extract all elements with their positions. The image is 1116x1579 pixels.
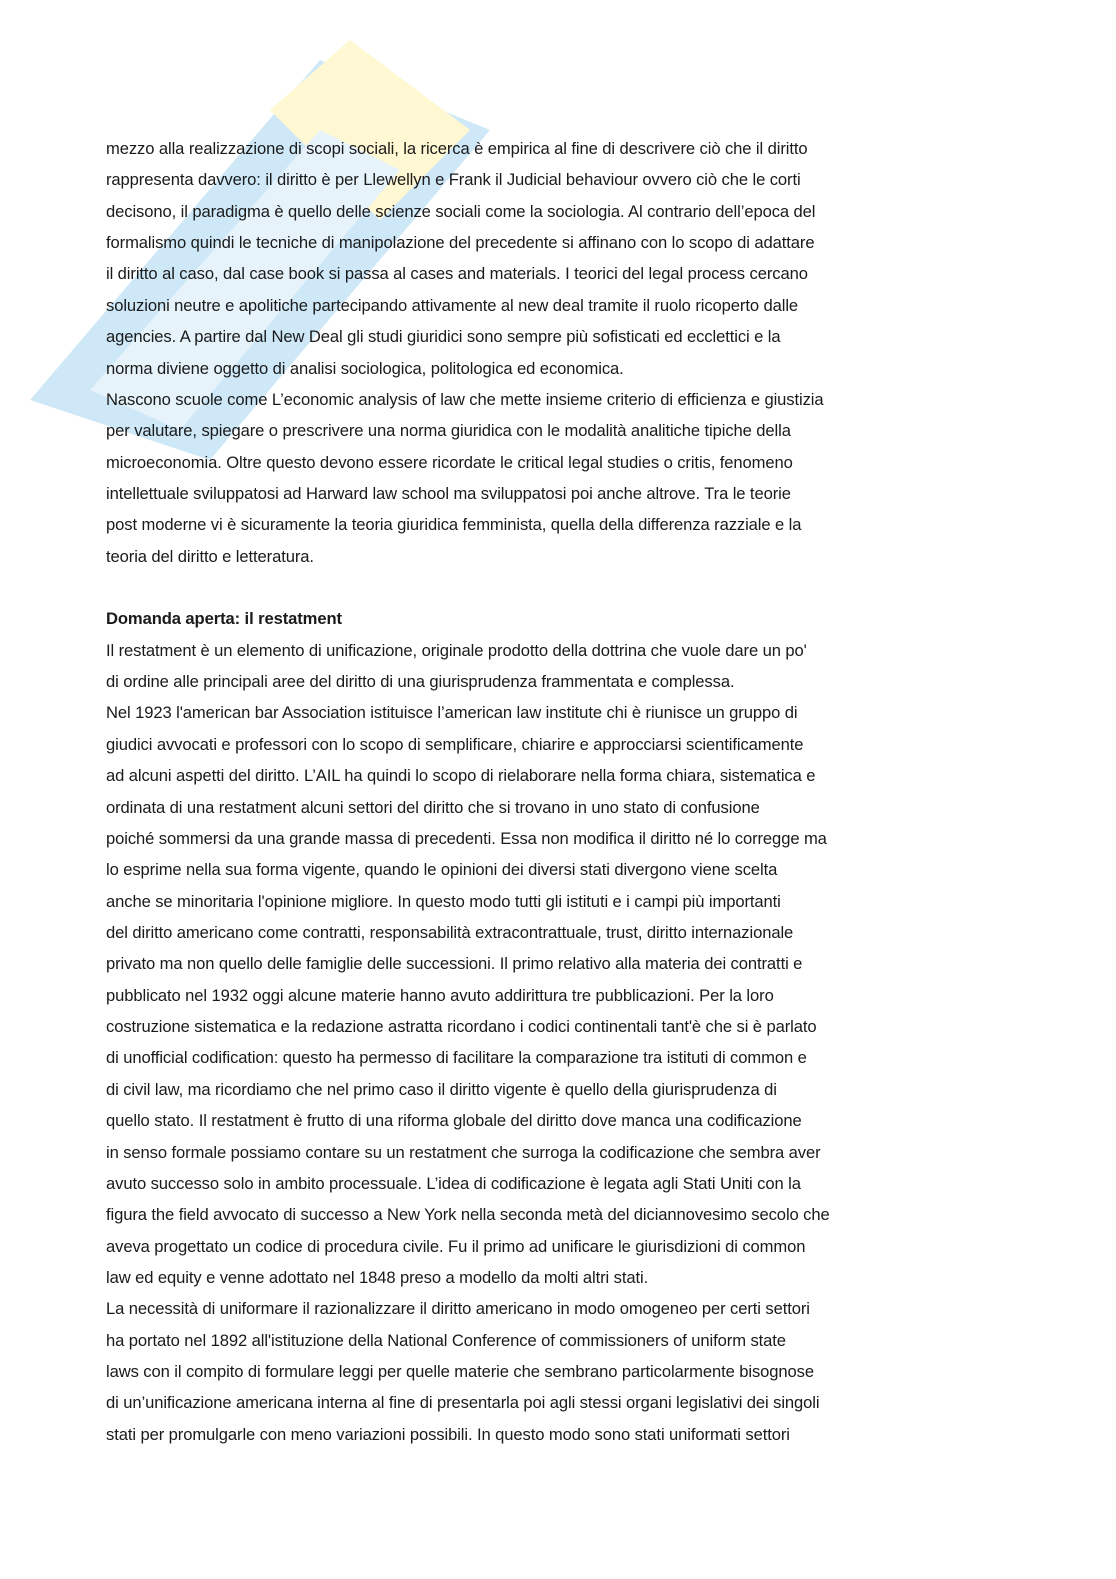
- text-line: di civil law, ma ricordiamo che nel primo caso il diritto vigente è quello della giurisprudenza di: [106, 1079, 777, 1099]
- text-line: microeconomia. Oltre questo devono essere ricordate le critical legal studies o critis, fenomeno: [106, 452, 793, 472]
- paragraph: [106, 133, 1026, 384]
- text-line: quello stato. Il restatment è frutto di una riforma globale del diritto dove manca una codificazione: [106, 1111, 802, 1131]
- text-line: di ordine alle principali aree del diritto di una giurisprudenza frammentata e complessa.: [106, 672, 735, 692]
- paragraph: [106, 1293, 1026, 1450]
- text-line: anche se minoritaria l'opinione migliore. In questo modo tutti gli istituti e i campi più importanti: [106, 891, 781, 911]
- text-line: privato ma non quello delle famiglie delle successioni. Il primo relativo alla materia dei contratti e: [106, 954, 803, 974]
- text-line: stati per promulgarle con meno variazioni possibili. In questo modo sono stati uniformati settori: [106, 1424, 790, 1444]
- text-line: aveva progettato un codice di procedura civile. Fu il primo ad unificare le giurisdizioni di common: [106, 1236, 806, 1256]
- text-line: del diritto americano come contratti, responsabilità extracontrattuale, trust, diritto internazionale: [106, 922, 794, 942]
- text-line: lo esprime nella sua forma vigente, quando le opinioni dei diversi stati divergono viene scelta: [106, 860, 778, 880]
- document-body: [106, 133, 1026, 1450]
- text-line: teoria del diritto e letteratura.: [106, 546, 314, 566]
- text-line: in senso formale possiamo contare su un restatment che surroga la codificazione che sembra aver: [106, 1142, 821, 1162]
- text-line: giudici avvocati e professori con lo scopo di semplificare, chiarire e approcciarsi scientificamente: [106, 734, 804, 754]
- text-line: figura the field avvocato di successo a New York nella seconda metà del diciannovesimo secolo che: [106, 1205, 830, 1225]
- text-line: norma diviene oggetto di analisi sociologica, politologica ed economica.: [106, 358, 624, 378]
- text-line: post moderne vi è sicuramente la teoria giuridica femminista, quella della differenza razziale e la: [106, 515, 802, 535]
- text-line: mezzo alla realizzazione di scopi sociali, la ricerca è empirica al fine di descrivere ciò che il diritto: [106, 139, 808, 158]
- section-heading: [106, 603, 1026, 634]
- text-line: pubblicato nel 1932 oggi alcune materie hanno avuto addirittura tre pubblicazioni. Per la loro: [106, 985, 774, 1005]
- text-line: agencies. A partire dal New Deal gli studi giuridici sono sempre più sofisticati ed ecclettici e la: [106, 327, 781, 347]
- text-line: ad alcuni aspetti del diritto. L’AIL ha quindi lo scopo di rielaborare nella forma chiara, sistematica e: [106, 766, 816, 786]
- text-line: per valutare, spiegare o prescrivere una norma giuridica con le modalità analitiche tipiche della: [106, 421, 791, 441]
- paragraph: [106, 635, 1026, 698]
- text-line: ordinata di una restatment alcuni settori del diritto che si trovano in uno stato di confusione: [106, 797, 760, 817]
- text-line: laws con il compito di formulare leggi per quelle materie che sembrano particolarmente bisognose: [106, 1362, 814, 1382]
- text-line: rappresenta davvero: il diritto è per Llewellyn e Frank il Judicial behaviour ovvero ciò che le corti: [106, 170, 801, 190]
- text-line: Domanda aperta: il restatment: [106, 609, 342, 629]
- text-line: intellettuale sviluppatosi ad Harward law school ma sviluppatosi poi anche altrove. Tra le teorie: [106, 483, 791, 503]
- text-line: di un’unificazione americana interna al fine di presentarla poi agli stessi organi legislativi dei singoli: [106, 1393, 820, 1413]
- paragraph: [106, 697, 1026, 1293]
- text-line: Nel 1923 l'american bar Association istituisce l’american law institute chi è riunisce un gruppo di: [106, 703, 798, 723]
- blank-line: [106, 572, 1026, 603]
- text-line: di unofficial codification: questo ha permesso di facilitare la comparazione tra istituti di common e: [106, 1048, 807, 1068]
- text-line: [106, 572, 1026, 603]
- text-line: La necessità di uniformare il razionalizzare il diritto americano in modo omogeneo per certi settori: [106, 1299, 810, 1319]
- text-line: formalismo quindi le tecniche di manipolazione del precedente si affinano con lo scopo di adattare: [106, 233, 815, 253]
- text-line: soluzioni neutre e apolitiche partecipando attivamente al new deal tramite il ruolo ricoperto dalle: [106, 295, 799, 315]
- text-line: ha portato nel 1892 all'istituzione della National Conference of commissioners of uniform state: [106, 1330, 786, 1350]
- text-line: decisono, il paradigma è quello delle scienze sociali come la sociologia. Al contrario dell’epoca del: [106, 201, 816, 221]
- text-line: il diritto al caso, dal case book si passa al cases and materials. I teorici del legal process cercano: [106, 264, 808, 284]
- text-line: costruzione sistematica e la redazione astratta ricordano i codici continentali tant'è che si è parlato: [106, 1017, 817, 1037]
- text-line: avuto successo solo in ambito processuale. L’idea di codificazione è legata agli Stati Uniti con la: [106, 1173, 801, 1193]
- text-line: Nascono scuole come L’economic analysis of law che mette insieme criterio di efficienza e giustizia: [106, 389, 824, 409]
- text-line: law ed equity e venne adottato nel 1848 preso a modello da molti altri stati.: [106, 1267, 649, 1287]
- text-line: Il restatment è un elemento di unificazione, originale prodotto della dottrina che vuole dare un po': [106, 640, 807, 660]
- paragraph: [106, 384, 1026, 572]
- text-line: poiché sommersi da una grande massa di precedenti. Essa non modifica il diritto né lo corregge ma: [106, 828, 827, 848]
